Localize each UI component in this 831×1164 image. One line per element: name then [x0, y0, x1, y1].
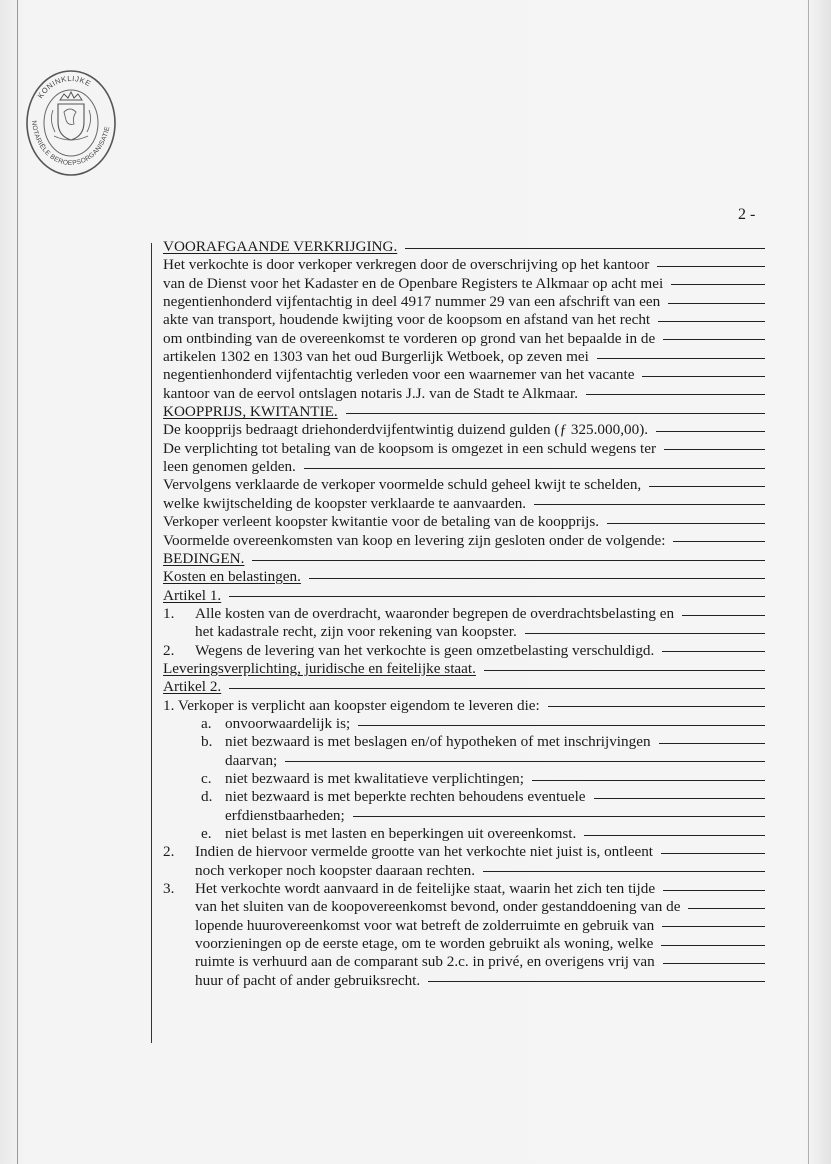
text-line [163, 275, 775, 293]
fill-dash-line [642, 376, 765, 377]
page-left-edge [17, 0, 18, 1164]
text-line [163, 330, 775, 348]
fill-dash-line [594, 798, 765, 799]
deed-body-text [163, 238, 775, 990]
paragraph-text: akte van transport, houdende kwijting voor de koopsom en afstand van het recht [163, 311, 651, 329]
text-line [163, 513, 775, 531]
fill-dash-line [584, 835, 765, 836]
fill-dash-line [664, 449, 765, 450]
text-line [163, 770, 775, 788]
item-text-continued: van het sluiten van de koopovereenkomst bevond, onder gestanddoening van de [195, 898, 681, 916]
sub-item-text: niet belast is met lasten en beperkingen uit overeenkomst. [225, 825, 577, 842]
text-line [163, 898, 775, 916]
item-number: 2. [163, 641, 175, 659]
item-text-continued: ruimte is verhuurd aan de comparant sub 2.c. in privé, en overigens vrij van [195, 953, 655, 971]
page-right-edge [808, 0, 809, 1164]
fill-dash-line [656, 431, 765, 432]
fill-dash-line [358, 725, 765, 726]
text-line [163, 385, 775, 403]
fill-dash-line [659, 743, 765, 744]
text-line [163, 788, 775, 806]
paragraph-text: De koopprijs bedraagt driehonderdvijfentwintig duizend gulden (ƒ 325.000,00). [163, 421, 649, 439]
sub-item-letter: d. [201, 788, 213, 806]
item-text-continued: het kadastrale recht, zijn voor rekening van koopster. [195, 623, 517, 641]
fill-dash-line [607, 523, 765, 524]
fill-dash-line [309, 578, 765, 579]
text-line [163, 917, 775, 935]
section-heading [163, 587, 775, 605]
fill-dash-line [663, 339, 765, 340]
notary-seal-stamp [24, 68, 119, 178]
fill-dash-line [484, 670, 765, 671]
text-line [163, 421, 775, 439]
fill-dash-line [525, 633, 765, 634]
paragraph-text: De verplichting tot betaling van de koopsom is omgezet in een schuld wegens ter [163, 439, 657, 457]
fill-dash-line [663, 890, 765, 891]
text-line [163, 825, 775, 843]
text-line [163, 953, 775, 971]
fill-dash-line [532, 780, 765, 781]
sub-item-text: onvoorwaardelijk is; [225, 714, 351, 732]
svg-text:KONINKLIJKE: KONINKLIJKE [35, 73, 93, 101]
text-line [163, 972, 775, 990]
paragraph-text: artikelen 1302 en 1303 van het oud Burgerlijk Wetboek, op zeven mei [163, 348, 589, 366]
heading-text: KOOPPRIJS, KWITANTIE. [163, 403, 338, 421]
section-heading [163, 660, 775, 678]
text-line [163, 715, 775, 733]
margin-rule [151, 243, 152, 1043]
heading-text: Artikel 2. [163, 678, 222, 696]
fill-dash-line [597, 358, 765, 359]
sub-item-text: niet bezwaard is met beslagen en/of hypotheken of met inschrijvingen [225, 733, 651, 751]
text-line [163, 366, 775, 384]
paragraph-text: welke kwijtschelding de koopster verklaarde te aanvaarden. [163, 494, 527, 512]
page-number: 2 - [738, 206, 756, 223]
text-line [163, 293, 775, 311]
fill-dash-line [662, 651, 765, 652]
fill-dash-line [662, 926, 765, 927]
text-line [163, 935, 775, 953]
item-text-continued: noch verkoper noch koopster daaraan rechten. [195, 861, 475, 879]
text-line [163, 348, 775, 366]
text-line [163, 733, 775, 751]
paragraph-text: van de Dienst voor het Kadaster en de Openbare Registers te Alkmaar op acht mei [163, 274, 664, 292]
fill-dash-line [682, 615, 765, 616]
item-text: Wegens de levering van het verkochte is geen omzetbelasting verschuldigd. [195, 641, 655, 659]
paragraph-text: kantoor van de eervol ontslagen notaris J.J. van de Stadt te Alkmaar. [163, 384, 579, 402]
fill-dash-line [548, 706, 765, 707]
sub-item-text-continued: erfdienstbaarheden; [225, 806, 345, 824]
fill-dash-line [405, 248, 765, 249]
sub-item-text-continued: daarvan; [225, 751, 278, 769]
paragraph-text: Het verkochte is door verkoper verkregen door de overschrijving op het kantoor [163, 256, 650, 274]
fill-dash-line [483, 871, 765, 872]
text-line [163, 807, 775, 825]
text-line [163, 697, 775, 715]
text-line [163, 843, 775, 861]
text-line [163, 752, 775, 770]
item-number: 3. [163, 880, 175, 898]
heading-text: BEDINGEN. [163, 549, 245, 567]
text-line [163, 862, 775, 880]
fill-dash-line [649, 486, 765, 487]
section-heading [163, 678, 775, 696]
item-text-continued: huur of pacht of ander gebruiksrecht. [195, 971, 421, 989]
heading-text: Kosten en belastingen. [163, 568, 301, 586]
fill-dash-line [586, 394, 765, 395]
fill-dash-line [668, 303, 765, 304]
section-heading [163, 550, 775, 568]
fill-dash-line [661, 853, 765, 854]
fill-dash-line [688, 908, 765, 909]
text-line [163, 495, 775, 513]
svg-text:NOTARIËLE BEROEPSORGANISATIE: NOTARIËLE BEROEPSORGANISATIE [30, 120, 112, 168]
fill-dash-line [657, 266, 765, 267]
text-line [163, 458, 775, 476]
section-heading [163, 568, 775, 586]
paragraph-text: negentienhonderd vijfentachtig in deel 4917 nummer 29 van een afschrift van een [163, 293, 661, 311]
paragraph-text: om ontbinding van de overeenkomst te vorderen op grond van het bepaalde in de [163, 329, 656, 347]
fill-dash-line [663, 963, 765, 964]
fill-dash-line [661, 945, 765, 946]
fill-dash-line [658, 321, 765, 322]
fill-dash-line [229, 596, 765, 597]
text-line [163, 605, 775, 623]
fill-dash-line [534, 504, 765, 505]
sub-item-letter: b. [201, 733, 213, 751]
fill-dash-line [252, 560, 765, 561]
text-line [163, 311, 775, 329]
paragraph-text: Voormelde overeenkomsten van koop en levering zijn gesloten onder de volgende: [163, 531, 666, 549]
item-number: 1. [163, 604, 175, 622]
fill-dash-line [353, 816, 765, 817]
paragraph-text: leen genomen gelden. [163, 458, 296, 476]
fill-dash-line [673, 541, 765, 542]
paragraph-text: negentienhonderd vijfentachtig verleden voor een waarnemer van het vacante [163, 366, 635, 384]
item-text: Indien de hiervoor vermelde grootte van het verkochte niet juist is, ontleent [195, 843, 654, 861]
heading-text: Artikel 1. [163, 586, 222, 604]
fill-dash-line [428, 981, 765, 982]
item-text-continued: voorzieningen op de eerste etage, om te worden gebruikt als woning, welke [195, 935, 654, 953]
sub-item-letter: a. [201, 714, 212, 732]
text-line [163, 623, 775, 641]
sub-item-letter: e. [201, 825, 212, 842]
item-text-continued: lopende huurovereenkomst voor wat betreft de zolderruimte en gebruik van [195, 916, 655, 934]
text-line [163, 476, 775, 494]
section-heading [163, 403, 775, 421]
paragraph-text: Verkoper verleent koopster kwitantie voor de betaling van de koopprijs. [163, 513, 600, 531]
fill-dash-line [285, 761, 765, 762]
fill-dash-line [346, 413, 765, 414]
paragraph-text: 1. Verkoper is verplicht aan koopster eigendom te leveren die: [163, 696, 540, 714]
section-heading [163, 238, 775, 256]
text-line [163, 642, 775, 660]
item-text: Alle kosten van de overdracht, waaronder begrepen de overdrachtsbelasting en [195, 604, 675, 622]
item-text: Het verkochte wordt aanvaard in de feitelijke staat, waarin het zich ten tijde [195, 880, 656, 898]
paragraph-text: Vervolgens verklaarde de verkoper voormelde schuld geheel kwijt te schelden, [163, 476, 642, 494]
heading-text: VOORAFGAANDE VERKRIJGING. [163, 238, 398, 255]
text-line [163, 532, 775, 550]
heading-text: Leveringsverplichting, juridische en feitelijke staat. [163, 659, 476, 677]
text-line [163, 440, 775, 458]
fill-dash-line [671, 284, 765, 285]
text-line [163, 256, 775, 274]
sub-item-text: niet bezwaard is met beperkte rechten behoudens eventuele [225, 788, 586, 806]
sub-item-text: niet bezwaard is met kwalitatieve verplichtingen; [225, 769, 524, 787]
fill-dash-line [304, 468, 765, 469]
item-number: 2. [163, 843, 175, 861]
text-line [163, 880, 775, 898]
fill-dash-line [229, 688, 765, 689]
sub-item-letter: c. [201, 769, 212, 787]
